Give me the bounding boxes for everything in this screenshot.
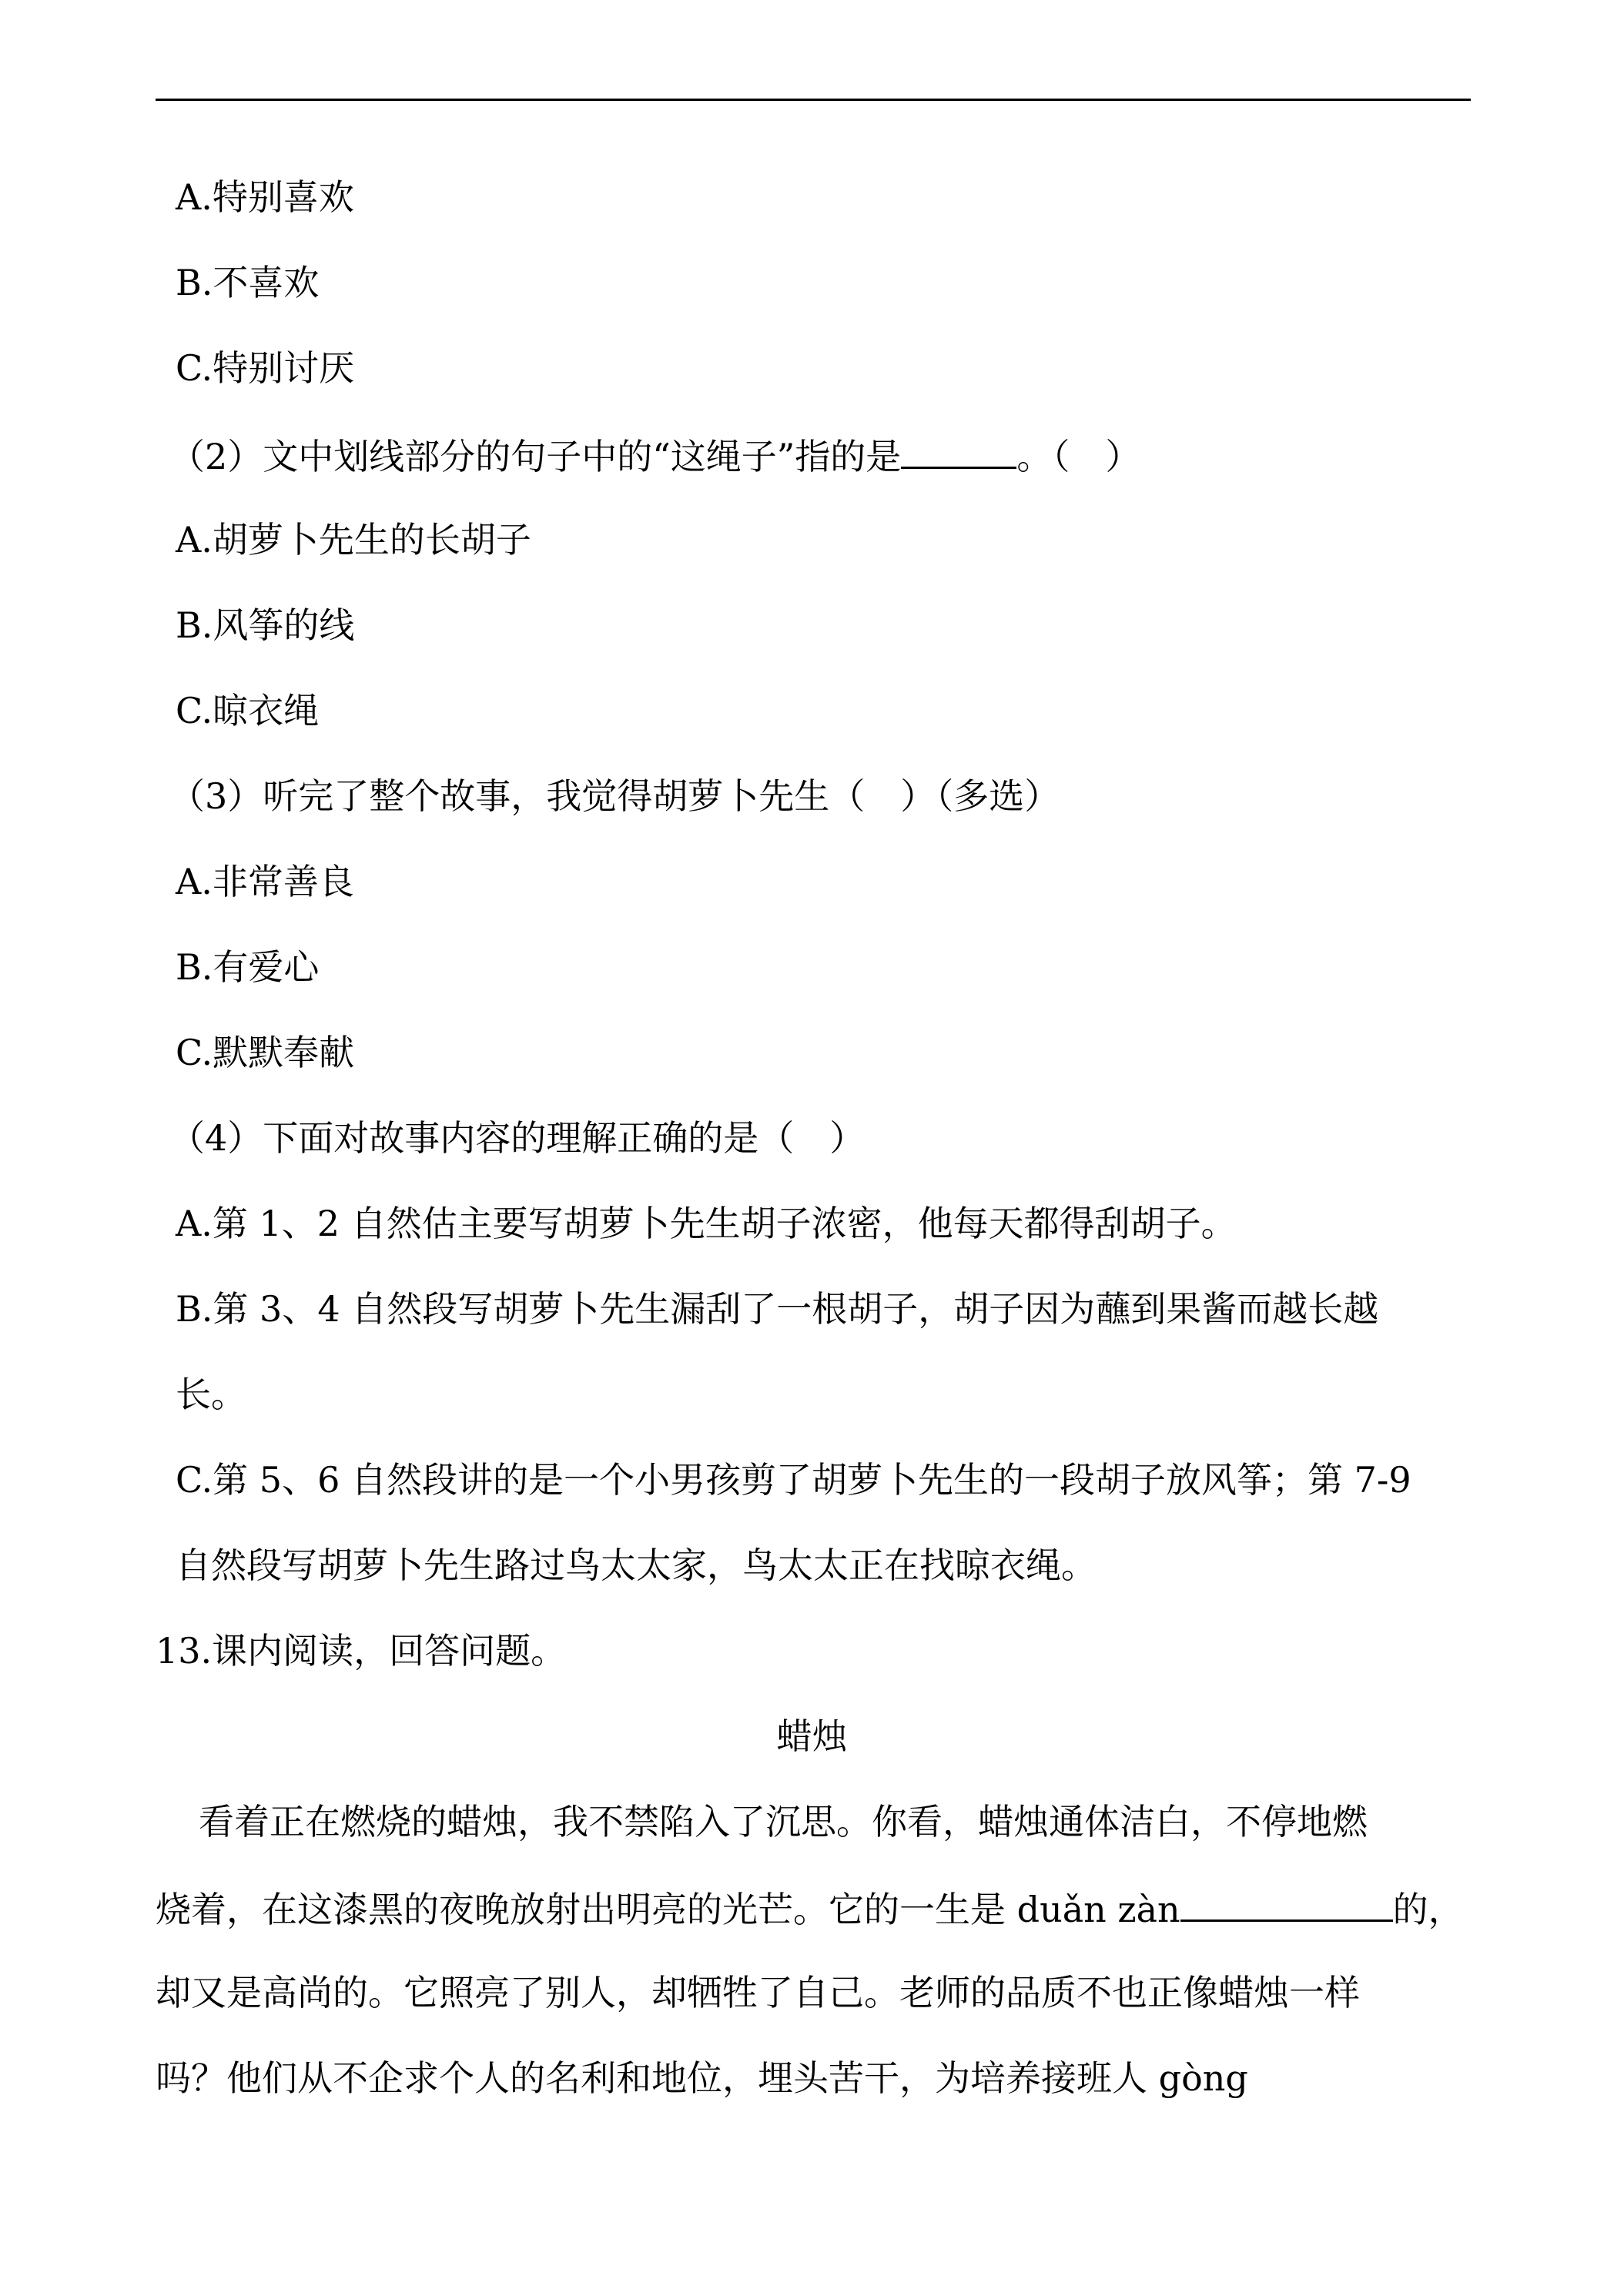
q2-stem: [169, 433, 1140, 478]
q2-stem-before: （2）文中划线部分的句子中的“这绳子”指的是: [169, 436, 902, 477]
q3-stem: （3）听完了整个故事，我觉得胡萝卜先生（ ）（多选）: [169, 775, 1060, 817]
q2-option-b: B.风筝的线: [176, 604, 355, 646]
pinyin-answer-blank: [1180, 1886, 1393, 1922]
passage-line-4: 吗？他们从不企求个人的名利和地位，埋头苦干，为培养接班人 gòng: [156, 2057, 1248, 2099]
q2-option-a: A.胡萝卜先生的长胡子: [176, 519, 531, 561]
q4-option-a: A.第 1、2 自然估主要写胡萝卜先生胡子浓密，他每天都得刮胡子。: [176, 1203, 1237, 1244]
passage-line-1: 看着正在燃烧的蜡烛，我不禁陷入了沉思。你看，蜡烛通体洁白，不停地燃: [199, 1801, 1368, 1842]
passage-line-2-before: 烧着，在这漆黑的夜晚放射出明亮的光芒。它的一生是 duǎn zàn: [156, 1889, 1180, 1930]
passage-line-3: 却又是高尚的。它照亮了别人，却牺牲了自己。老师的品质不也正像蜡烛一样: [156, 1972, 1360, 2013]
q4-option-b-line2: 长。: [176, 1374, 246, 1415]
q2-answer-blank: [901, 433, 1016, 469]
passage-title: 蜡烛: [776, 1715, 848, 1757]
q4-option-c-line1: C.第 5、6 自然段讲的是一个小男孩剪了胡萝卜先生的一段胡子放风筝；第 7-9: [176, 1459, 1411, 1501]
q4-option-c-line2: 自然段写胡萝卜先生路过鸟太太家，鸟太太正在找晾衣绳。: [176, 1545, 1097, 1586]
q3-option-c: C.默默奉献: [176, 1032, 355, 1073]
passage-line-2-after: 的，: [1392, 1889, 1464, 1930]
q3-option-a: A.非常善良: [176, 861, 354, 902]
q1-option-c: C.特别讨厌: [176, 347, 355, 389]
q1-option-b: B.不喜欢: [176, 262, 320, 303]
q2-option-c: C.晾衣绳: [176, 690, 320, 731]
q4-option-b-line1: B.第 3、4 自然段写胡萝卜先生漏刮了一根胡子，胡子因为蘸到果酱而越长越: [176, 1288, 1379, 1330]
passage-line-2: [156, 1886, 1471, 1931]
q13-heading: 13.课内阅读，回答问题。: [156, 1630, 567, 1672]
q1-option-a: A.特别喜欢: [176, 176, 354, 218]
q3-option-b: B.有爱心: [176, 946, 320, 988]
header-rule: [156, 99, 1471, 101]
q2-stem-after: 。（ ）: [1016, 436, 1141, 477]
q4-stem: （4）下面对故事内容的理解正确的是（ ）: [169, 1117, 866, 1159]
